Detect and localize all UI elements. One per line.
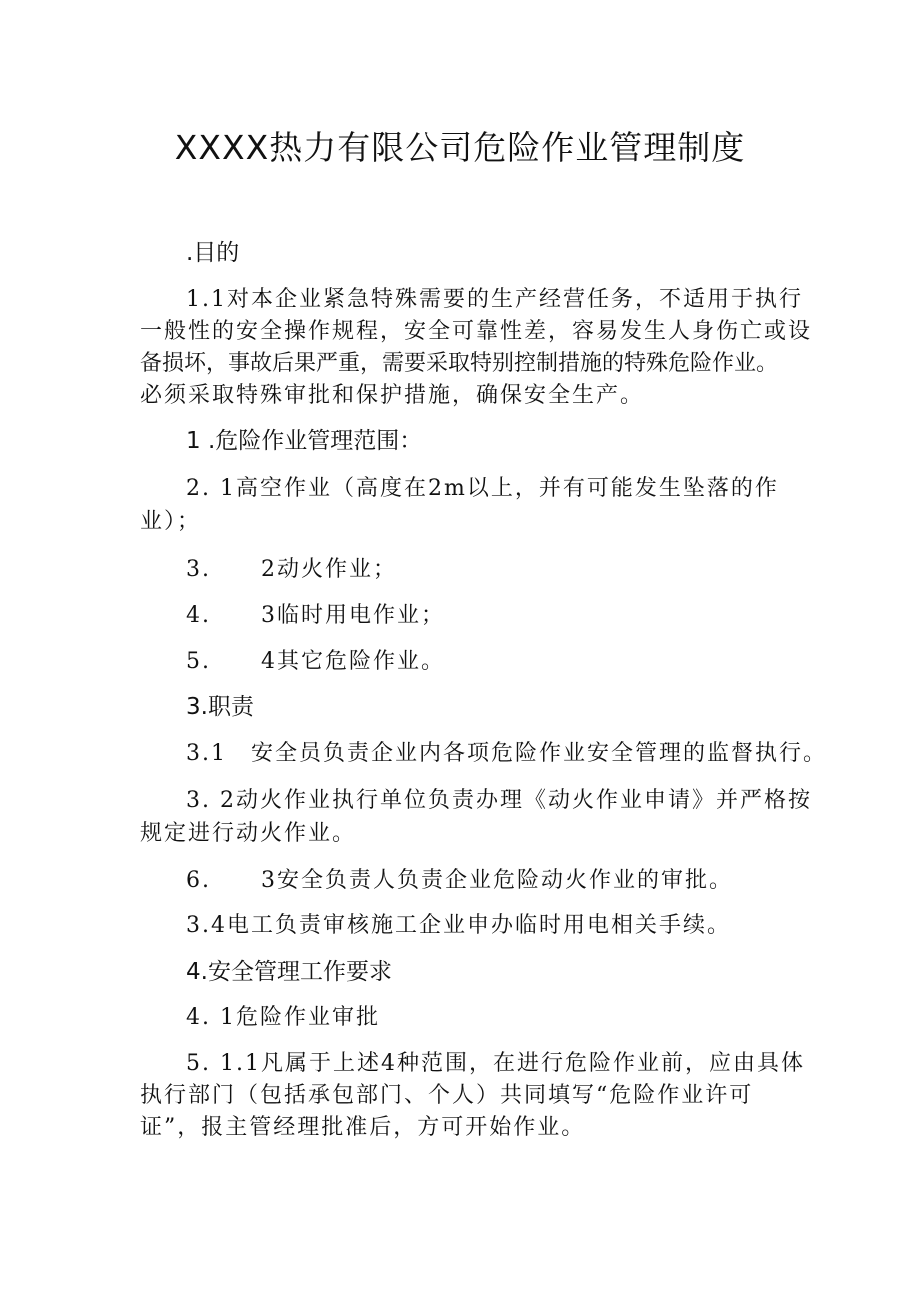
list-item-number: 4. — [186, 603, 211, 628]
list-item — [186, 555, 397, 585]
paragraph-line: 备损坏，事故后果严重，需要采取特别控制措施的特殊危险作业。 — [140, 351, 779, 376]
list-item — [186, 601, 445, 631]
list-item-number: 6. — [186, 868, 211, 893]
paragraph-line: 3. 2动火作业执行单位负责办理《动火作业申请》并严格按 — [186, 788, 812, 813]
paragraph-line: 2. 1高空作业（高度在2m以上，并有可能发生坠落的作 — [186, 476, 779, 501]
section-heading-scope: 1 .危险作业管理范围： — [186, 428, 423, 454]
list-item — [186, 647, 445, 677]
paragraph-line: 5. 1.1凡属于上述4种范围，在进行危险作业前，应由具体 — [186, 1051, 805, 1076]
paragraph-line: 一般性的安全操作规程，安全可靠性差，容易发生人身伤亡或设 — [140, 319, 813, 344]
list-item-text: 2动火作业； — [261, 557, 397, 582]
paragraph-line: 业）； — [140, 509, 202, 534]
list-item-text: 3临时用电作业； — [261, 603, 445, 628]
section-heading-purpose: .目的 — [186, 240, 240, 266]
section-heading-duties: 3.职责 — [186, 694, 254, 720]
paragraph-line: 4. 1危险作业审批 — [186, 1005, 380, 1030]
paragraph-line: 3.4电工负责审核施工企业申办临时用电相关手续。 — [186, 913, 731, 938]
list-item-text: 3安全负责人负责企业危险动火作业的审批。 — [261, 868, 733, 893]
list-item-text: 4其它危险作业。 — [261, 649, 445, 674]
document-title: XXXX热力有限公司危险作业管理制度 — [174, 128, 746, 167]
list-item — [186, 866, 733, 896]
paragraph-line: 1.1对本企业紧急特殊需要的生产经营任务，不适用于执行 — [186, 287, 803, 312]
list-item-number: 5. — [186, 649, 211, 674]
paragraph-line: 证”，报主管经理批准后，方可开始作业。 — [140, 1115, 586, 1140]
paragraph-line: 执行部门（包括承包部门、个人）共同填写“危险作业许可 — [140, 1083, 754, 1108]
list-item-number: 3. — [186, 557, 211, 582]
paragraph-line: 必须采取特殊审批和保护措施，确保安全生产。 — [140, 383, 645, 408]
paragraph-line: 3.1 安全员负责企业内各项危险作业安全管理的监督执行。 — [186, 741, 827, 766]
paragraph-line: 规定进行动火作业。 — [140, 821, 357, 846]
section-heading-requirements: 4.安全管理工作要求 — [186, 959, 392, 985]
